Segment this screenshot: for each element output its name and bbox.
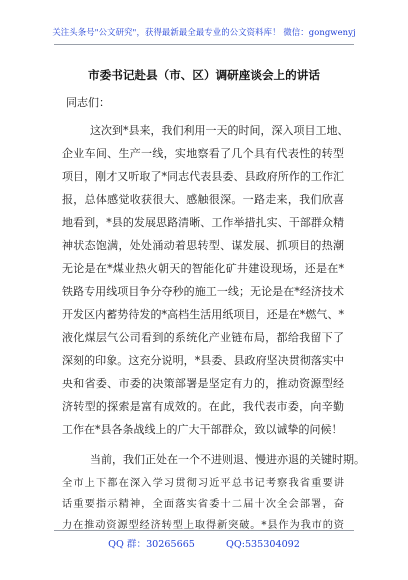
paragraph-line: 这次到*县来，我们利用一天的时间，深入项目工地、: [90, 124, 349, 137]
header-note: 关注头条号"公文研究"，获得最新最全最专业的公文资料库！ 微信：gongwenyj: [52, 27, 356, 37]
paragraph-line: 神状态饱满，处处涌动着思转型、谋发展、抓项目的热潮: [62, 239, 344, 252]
salutation: 同志们：: [66, 96, 110, 109]
footer-rule: [54, 530, 354, 531]
document-title: 市委书记赴县（市、区）调研座谈会上的讲话: [88, 68, 320, 82]
paragraph-line: 企业车间、生产一线，实地察看了几个具有代表性的转型: [62, 147, 344, 160]
paragraph-line: 全市上下都在深入学习贯彻习近平总书记考察我省重要讲: [62, 478, 344, 489]
paragraph-line: 话重要指示精神，全面落实省委十二届十次全会部署，奋: [62, 499, 344, 510]
paragraph-line: 报，总体感觉收获很大、感触很深。一路走来，我们欣喜: [62, 193, 344, 206]
paragraph-line: 济转型的探索是富有成效的。在此，我代表市委，向辛勤: [62, 400, 344, 413]
footer-qq-number: QQ:535304092: [225, 539, 300, 550]
paragraph-line: 当前，我们正处在一个不进则退、慢进亦退的关键时期。: [90, 453, 365, 466]
header-rule: [54, 44, 354, 45]
paragraph-line: 液化煤层气公司看到的系统化产业链布局，都给我留下了: [62, 331, 344, 344]
paragraph-line: 无论是在*煤业热火朝天的智能化矿井建设现场，还是在*: [62, 262, 344, 275]
paragraph-line: 深刻的印象。这充分说明，*县委、县政府坚决贯彻落实中: [62, 354, 344, 367]
paragraph-line: 工作在*县各条战线上的广大干部群众，致以诚挚的问候！: [62, 423, 343, 436]
paragraph-line: 央和省委、市委的决策部署是坚定有力的，推动资源型经: [62, 377, 344, 390]
footer: [0, 536, 408, 550]
footer-qq-group: QQ 群：30265665: [108, 539, 195, 550]
paragraph-line: 力在推动资源型经济转型上取得新突破。*县作为我市的资: [62, 520, 344, 531]
paragraph-line: 开发区内蓄势待发的*高档生活用纸项目，还是在*燃气、*: [62, 308, 344, 321]
paragraph-line: 项目，刚才又听取了*同志代表县委、县政府所作的工作汇: [62, 170, 344, 183]
paragraph-line: 地看到，*县的发展思路清晰、工作举措扎实、干部群众精: [62, 216, 344, 229]
paragraph-line: 铁路专用线项目争分夺秒的施工一线；无论是在*经济技术: [62, 285, 344, 298]
